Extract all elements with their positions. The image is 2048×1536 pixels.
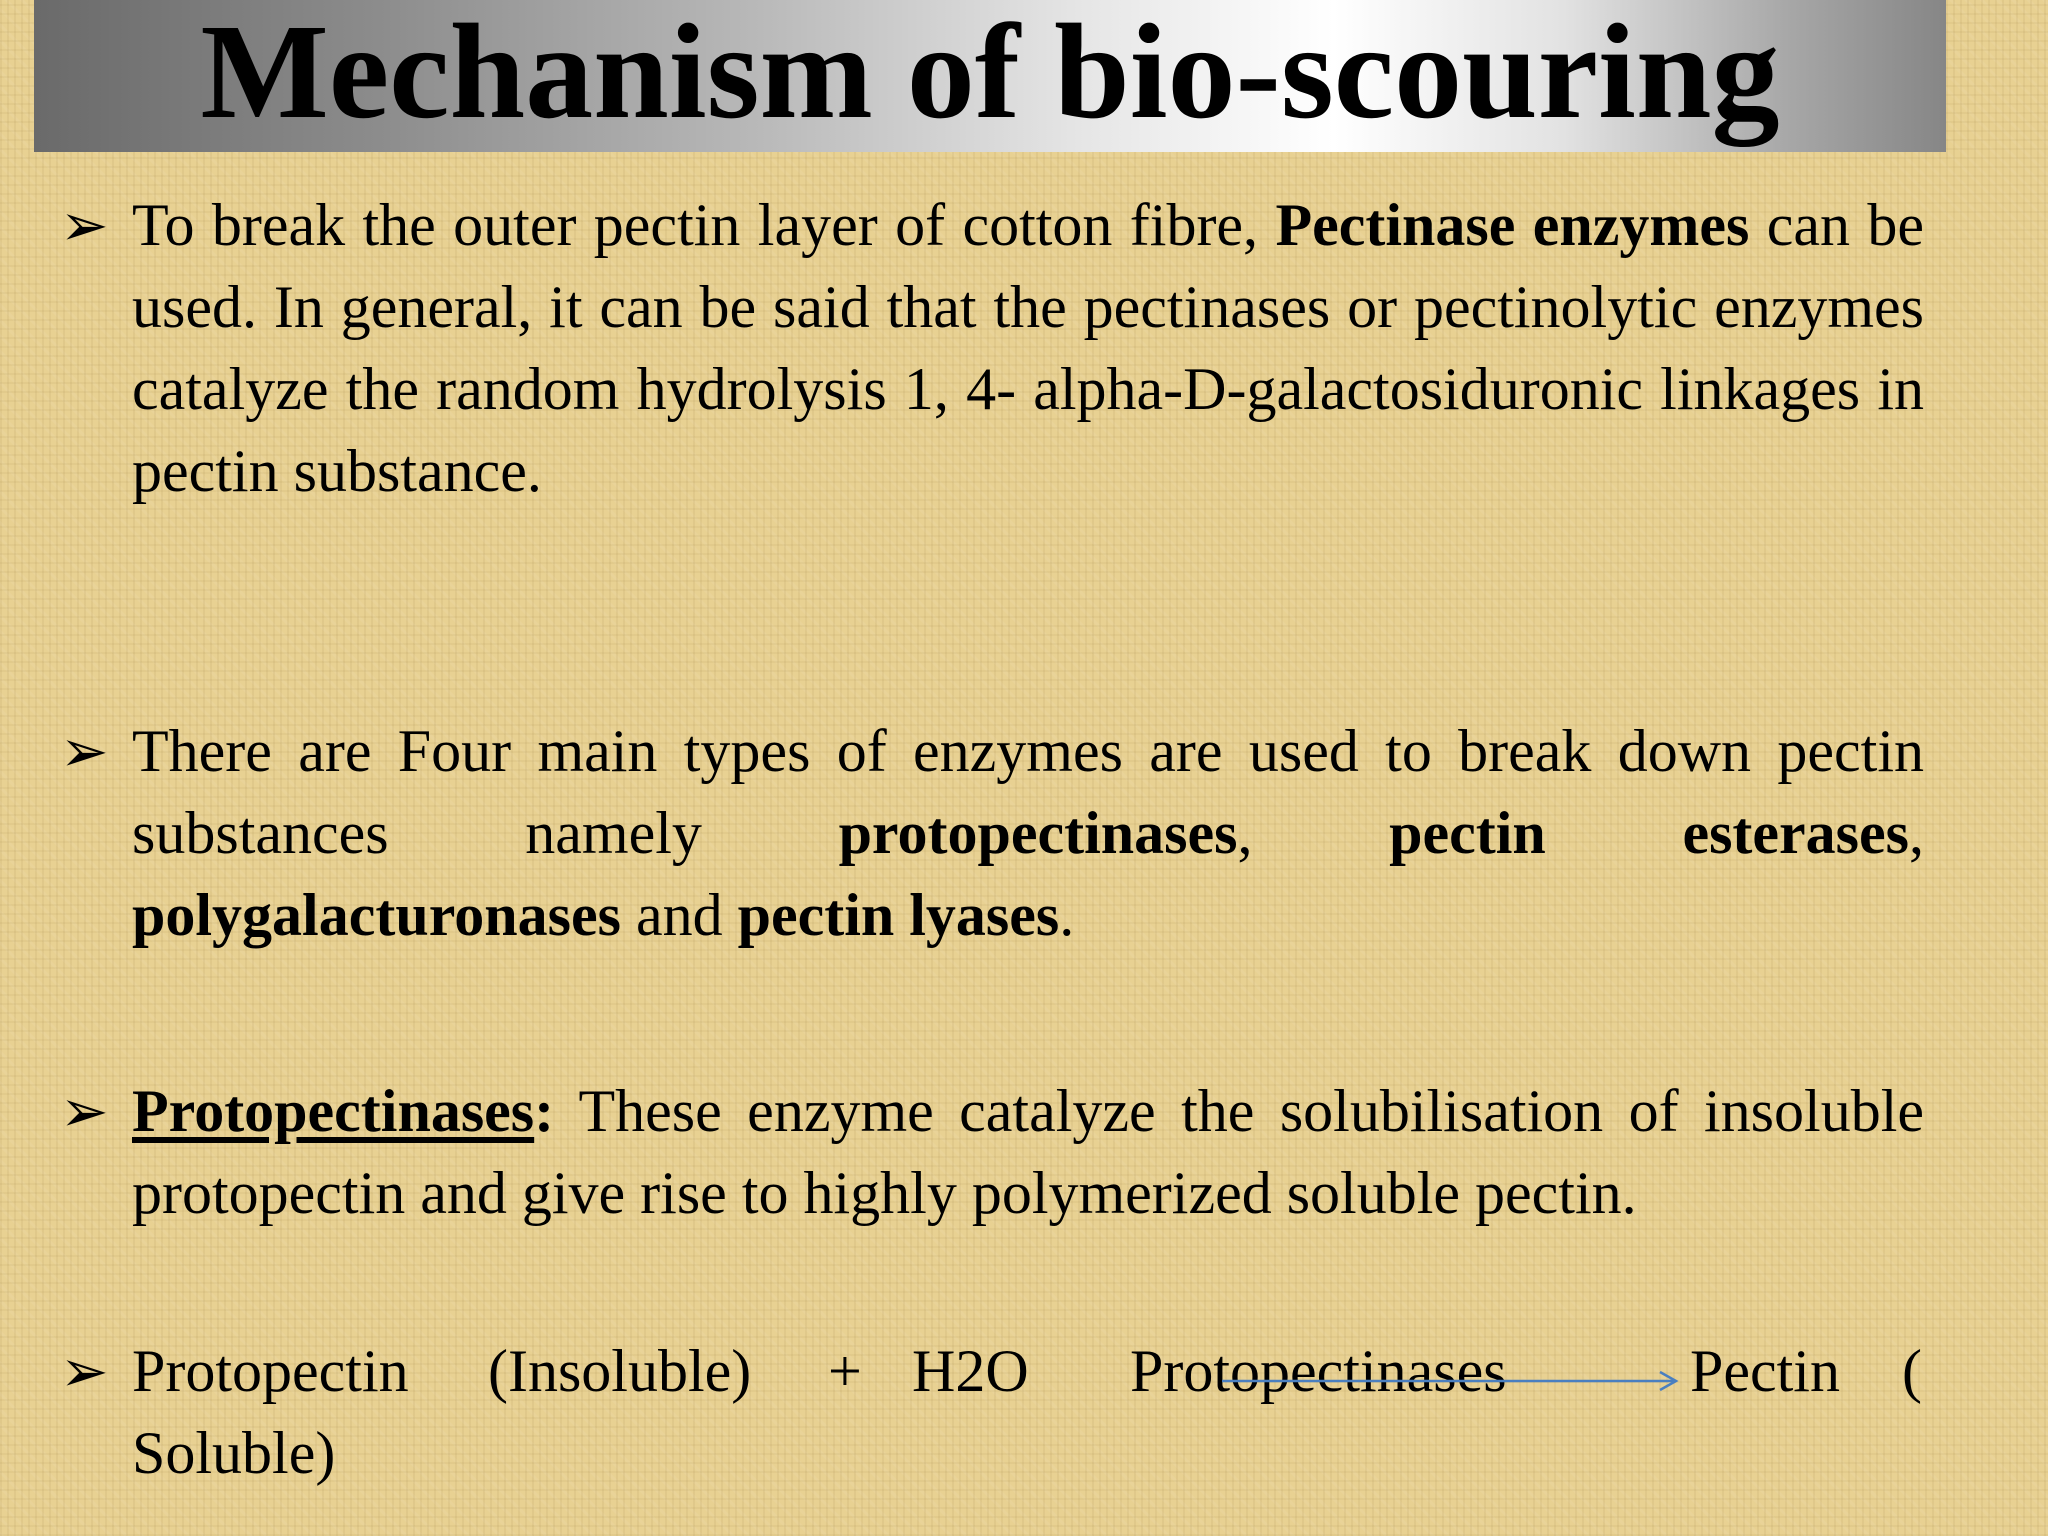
bold-term-pectin-lyases: pectin lyases: [737, 882, 1060, 948]
underlined-term: Protopectinases: [132, 1078, 535, 1144]
product-state-soluble: Soluble): [132, 1420, 336, 1486]
bold-term-protopectinases-heading: [132, 1078, 554, 1144]
reactant-state-insoluble: (Insoluble): [488, 1338, 752, 1404]
paragraph-enzyme-types: [132, 710, 1924, 956]
catalyst-protopectinases: Protopectinases: [1130, 1338, 1507, 1404]
text-span: These enzyme catalyze the solubilisation of insoluble protopectin and give rise to highly polymerized soluble pectin.: [132, 1078, 1924, 1226]
product-state-open-paren: (: [1902, 1338, 1922, 1404]
text-span: ,: [1237, 800, 1390, 866]
text-span: To break the outer pectin layer of cotton fibre,: [132, 192, 1276, 258]
bold-term-protopectinases: protopectinases: [838, 800, 1238, 866]
paragraph-protopectinases: [132, 1070, 1924, 1234]
text-span: and: [620, 882, 738, 948]
colon: :: [534, 1078, 555, 1144]
bold-term-polygalacturonases: polygalacturonases: [132, 882, 621, 948]
reaction-arrow-icon: [1222, 1355, 1682, 1385]
bold-term-pectinase-enzymes: Pectinase enzymes: [1275, 192, 1750, 258]
arrow-bullet-icon: ➢: [60, 1339, 109, 1404]
arrow-bullet-icon: ➢: [60, 193, 109, 258]
product-pectin: Pectin: [1690, 1338, 1840, 1404]
arrow-bullet-icon: ➢: [60, 719, 109, 784]
reactant-protopectin: Protopectin: [132, 1338, 409, 1404]
plus-sign: +: [828, 1338, 862, 1404]
text-span: There are Four main types of enzymes are used to break down pectin substances namely: [132, 718, 1924, 866]
reactant-h2o: H2O: [912, 1338, 1029, 1404]
arrow-bullet-icon: ➢: [60, 1079, 109, 1144]
text-span: ,: [1909, 800, 1924, 866]
paragraph-pectinase: [132, 184, 1924, 512]
text-span: .: [1059, 882, 1075, 948]
text-span: can be used. In general, it can be said that the pectinases or pectinolytic enzymes catalyze the random hydrolysis 1, 4- alpha-D-galactosiduronic linkages in pectin substance.: [132, 192, 1924, 504]
slide-title: Mechanism of bio-scouring: [200, 0, 1780, 147]
bold-term-pectin-esterases: pectin esterases: [1389, 800, 1909, 866]
